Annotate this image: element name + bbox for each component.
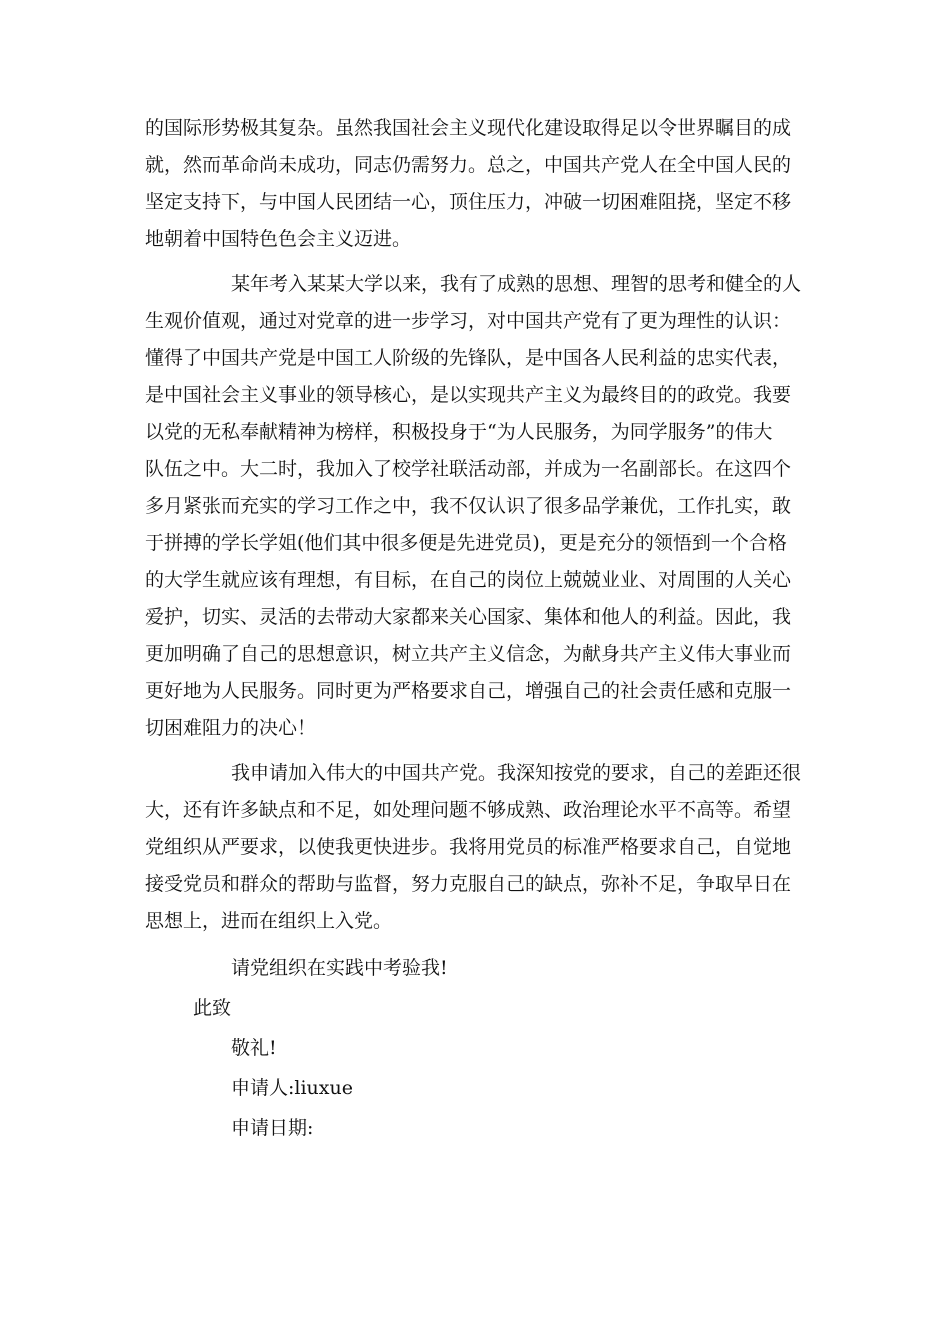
text-line: 队伍之中。大二时，我加入了校学社联活动部，并成为一名副部长。在这四个 bbox=[145, 458, 792, 480]
text-line: 于拼搏的学长学姐(他们其中很多便是先进党员)，更是充分的领悟到一个合格 bbox=[145, 532, 787, 554]
text-line: 党组织从严要求，以使我更快进步。我将用党员的标准严格要求自己，自觉地 bbox=[145, 836, 792, 858]
text-line: 地朝着中国特色色会主义迈进。 bbox=[145, 228, 412, 250]
applicant-name: 申请人:liuxue bbox=[231, 1077, 353, 1099]
text-line: 的国际形势极其复杂。虽然我国社会主义现代化建设取得足以令世界瞩目的成 bbox=[145, 117, 792, 139]
text-line: 思想上，进而在组织上入党。 bbox=[145, 910, 393, 932]
text-line: 更加明确了自己的思想意识，树立共产主义信念，为献身共产主义伟大事业而 bbox=[145, 643, 792, 665]
text-line: 某年考入某某大学以来，我有了成熟的思想、理智的思考和健全的人 bbox=[231, 273, 802, 295]
text-line: 坚定支持下，与中国人民团结一心，顶住压力，冲破一切困难阻挠，坚定不移 bbox=[145, 191, 792, 213]
closing-respect: 敬礼! bbox=[231, 1037, 277, 1059]
text-line: 接受党员和群众的帮助与监督，努力克服自己的缺点，弥补不足，争取早日在 bbox=[145, 873, 792, 895]
closing-salutation: 此致 bbox=[193, 997, 232, 1019]
closing-request: 请党组织在实践中考验我! bbox=[231, 957, 448, 979]
document-body bbox=[145, 110, 810, 1148]
text-line: 以党的无私奉献精神为榜样，积极投身于“为人民服务，为同学服务”的伟大 bbox=[145, 421, 773, 443]
text-line: 更好地为人民服务。同时更为严格要求自己，增强自己的社会责任感和克服一 bbox=[145, 680, 792, 702]
application-date: 申请日期: bbox=[231, 1117, 314, 1139]
text-line: 爱护，切实、灵活的去带动大家都来关心国家、集体和他人的利益。因此，我 bbox=[145, 606, 792, 628]
paragraph-1 bbox=[145, 110, 810, 258]
text-line: 就，然而革命尚未成功，同志仍需努力。总之，中国共产党人在全中国人民的 bbox=[145, 154, 792, 176]
text-line: 生观价值观，通过对党章的进一步学习，对中国共产党有了更为理性的认识： bbox=[145, 310, 792, 332]
paragraph-3 bbox=[145, 755, 810, 940]
text-line: 的大学生就应该有理想，有目标，在自己的岗位上兢兢业业、对周围的人关心 bbox=[145, 569, 792, 591]
text-line: 大，还有许多缺点和不足，如处理问题不够成熟、政治理论水平不高等。希望 bbox=[145, 799, 792, 821]
text-line: 是中国社会主义事业的领导核心，是以实现共产主义为最终目的的政党。我要 bbox=[145, 384, 792, 406]
text-line: 切困难阻力的决心！ bbox=[145, 717, 317, 739]
paragraph-2 bbox=[145, 266, 810, 747]
text-line: 我申请加入伟大的中国共产党。我深知按党的要求，自己的差距还很 bbox=[231, 762, 802, 784]
text-line: 懂得了中国共产党是中国工人阶级的先锋队，是中国各人民利益的忠实代表， bbox=[145, 347, 792, 369]
text-line: 多月紧张而充实的学习工作之中，我不仅认识了很多品学兼优，工作扎实，敢 bbox=[145, 495, 792, 517]
